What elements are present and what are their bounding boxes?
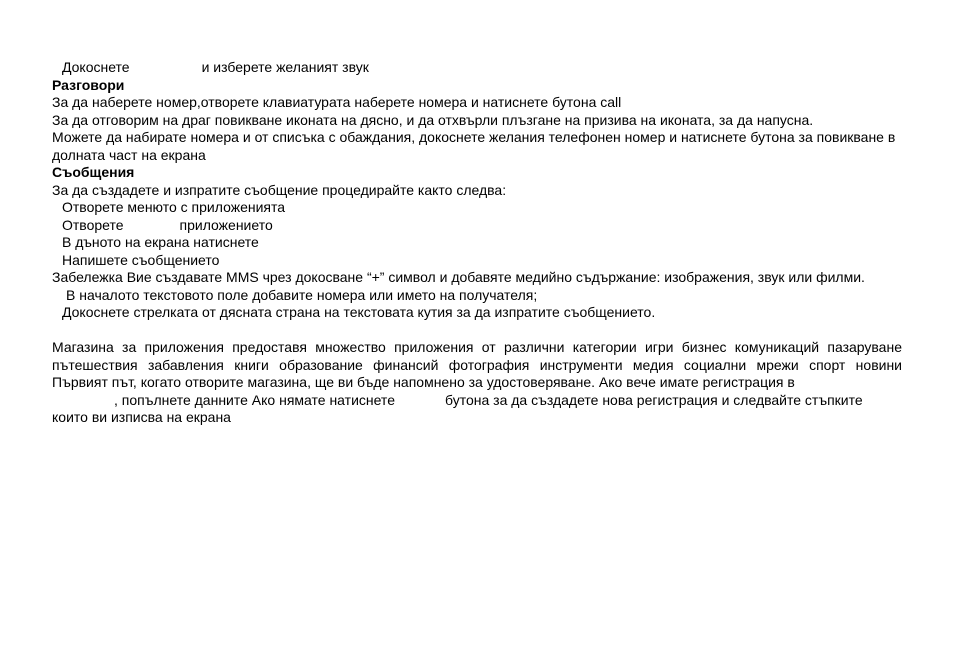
store-paragraph-2-rest xyxy=(52,392,902,427)
messages-step-5: В началото текстовото поле добавите номера или името на получателя; xyxy=(66,286,538,303)
sound-text-start: Докоснете xyxy=(62,59,130,75)
messages-step-4: Напишете съобщението xyxy=(62,251,220,268)
sound-text-end: и изберете желаният звук xyxy=(201,59,369,75)
sound-instruction xyxy=(52,59,902,77)
store-paragraph-2-line-1: Първият път, когато отворите магазина, ще ви бъде напомнено за удостоверяване. Ако вече имате регистрация в xyxy=(52,374,795,390)
messages-step-2-end: приложението xyxy=(179,216,273,233)
document-page xyxy=(52,59,902,427)
messages-step-3: В дъното на екрана натиснете xyxy=(62,234,259,250)
messages-step-2 xyxy=(52,217,902,235)
messages-heading: Съобщения xyxy=(52,164,135,180)
calls-paragraph-1: За да наберете номер,отворете клавиатурата наберете номера и натиснете бутона call xyxy=(52,94,622,110)
calls-paragraph-3: Можете да набирате номера и от списъка с обаждания, докоснете желания телефонен номер и натиснете бутона за повикване в долната част на екрана xyxy=(52,129,896,163)
calls-heading: Разговори xyxy=(52,76,125,93)
paragraph-spacer xyxy=(52,322,902,340)
messages-note: Забележка Вие създавате MMS чрез докосване “+” символ и добавяте медийно съдържание: изображения, звук или филми. xyxy=(52,269,865,285)
messages-step-2-start: Отворете xyxy=(62,216,124,233)
messages-step-1: Отворете менюто с приложенията xyxy=(62,199,286,215)
store-paragraph-2-middle: , попълнете данните Ако нямате натиснете xyxy=(114,391,395,408)
messages-intro: За да създадете и изпратите съобщение процедирайте както следва: xyxy=(52,181,507,198)
messages-step-6: Докоснете стрелката от дясната страна на текстовата кутия за да изпратите съобщението. xyxy=(62,304,656,320)
calls-paragraph-2: За да отговорим на драг повикване иконата на дясно, и да отхвърли плъзгане на призива на иконата, за да напусна. xyxy=(52,111,814,128)
store-paragraph-2-end: бутона за да създадете нова регистрация и следвайте стъпките които ви изписва на екрана xyxy=(52,391,863,425)
store-paragraph-1: Магазина за приложения предоставя множество приложения от различни категории игри бизнес комуникаций пазаруване пътешествия забавления книги образование финансий фотография инструменти медия социални мрежи спорт новини xyxy=(52,339,902,373)
